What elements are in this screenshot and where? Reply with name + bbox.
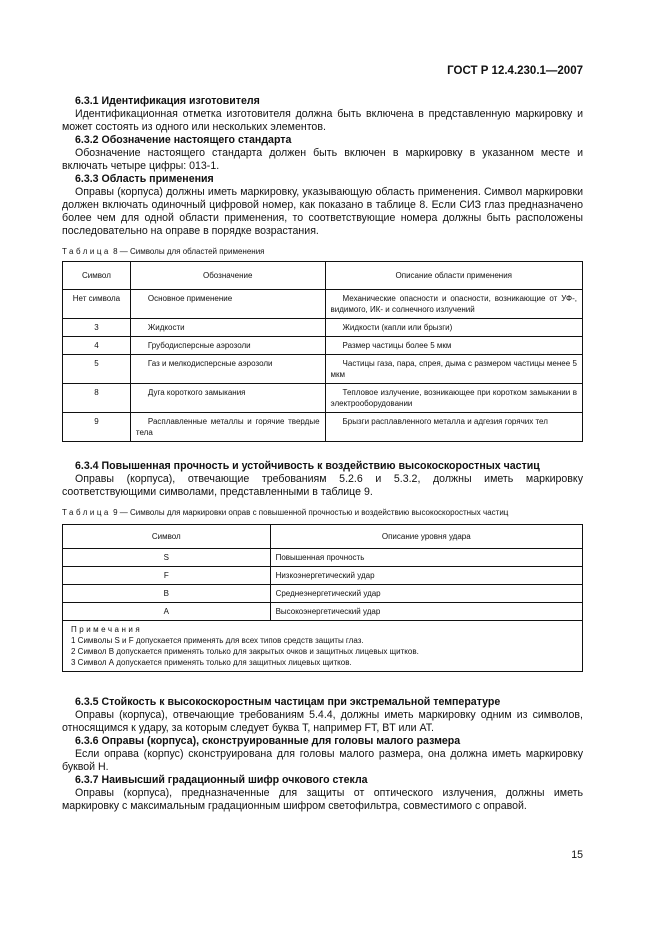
page-body [62,0,583,902]
section-text: Идентификационная отметка изготовителя должна быть включена в представленную маркировку и может состоять из одного или нескольких элементов. [62,108,583,133]
section-title: 6.3.2 Обозначение настоящего стандарта [75,134,292,146]
note: 3 Символ А допускается применять только для защитных лицевых щитков. [71,658,352,667]
table-row: 4 Грубодисперсные аэрозоли Размер частицы более 5 мкм [63,337,583,355]
section-title: 6.3.4 Повышенная прочность и устойчивость к воздействию высокоскоростных частиц [75,460,540,472]
section-title: 6.3.1 Идентификация изготовителя [75,95,260,107]
table-row: F Низкоэнергетический удар [63,567,583,585]
note: 1 Символы S и F допускается применять для всех типов средств защиты глаз. [71,636,364,645]
table-row: Нет символа Основное применение Механические опасности и опасности, возникающие от УФ-, видимого, ИК- и солнечного излучений [63,290,583,319]
table-row: 5 Газ и мелкодисперсные аэрозоли Частицы газа, пара, спрея, дыма с размером частицы менее 5 мкм [63,355,583,384]
column-header: Описание уровня удара [270,525,582,549]
section-text: Оправы (корпуса), отвечающие требованиям 5.2.6 и 5.3.2, должны иметь маркировку соответствующими символами, представленными в таблице 9. [62,473,583,498]
section-text: Если оправа (корпус) сконструирована для головы малого размера, она должна иметь маркировку буквой Н. [62,748,583,773]
section-text: Обозначение настоящего стандарта должен быть включен в маркировку в указанном месте и включать четыре цифры: 013-1. [62,147,583,172]
section-title: 6.3.5 Стойкость к высокоскоростным частицам при экстремальной температуре [75,696,501,708]
page-number: 15 [571,849,583,861]
section-title: 6.3.7 Наивысший градационный шифр очкового стекла [75,774,368,786]
table-9 [62,524,583,672]
section-text: Оправы (корпуса), предназначенные для защиты от оптического излучения, должны иметь маркировку с максимальным градационным шифром светофильтра, совместимого с оправой. [62,787,583,812]
section-title: 6.3.6 Оправы (корпуса), сконструированные для головы малого размера [75,735,461,747]
table-row: B Среднеэнергетический удар [63,585,583,603]
section-634 [62,460,583,499]
section-text: Оправы (корпуса) должны иметь маркировку, указывающую область применения. Символ маркировки должен включать одиночный цифровой номер, как показано в таблице 8. Если СИЗ глаз предназначено более чем для одной области применения, то соответствующие номера должны быть расположены последовательно на оправе в порядке возрастания. [62,186,583,237]
table9-caption: Таблица 9 — Символы для маркировки оправ с повышенной прочностью и воздействию высокоскоростных частиц [62,508,509,517]
table-row: 3 Жидкости Жидкости (капли или брызги) [63,319,583,337]
table9-notes: Примечания 1 Символы S и F допускается применять для всех типов средств защиты глаз. 2 Символ В допускается применять только для закрытых очков и защитных лицевых щитков. 3 Символ А допускается применять только для защитных лицевых щитков. [62,621,583,672]
table-row: S Повышенная прочность [63,549,583,567]
section-text: Оправы (корпуса), отвечающие требованиям 5.4.4, должны иметь маркировку одним из символов, относящимся к удару, за которым следует буква Т, например FT, BT или AT. [62,709,583,734]
note: 2 Символ В допускается применять только для закрытых очков и защитных лицевых щитков. [71,647,419,656]
table-8 [62,261,583,442]
sections-635-637 [62,696,583,813]
table-row: 8 Дуга короткого замыкания Тепловое излучение, возникающее при коротком замыкании в электрооборудовании [63,384,583,413]
document-header: ГОСТ Р 12.4.230.1—2007 [447,65,583,77]
column-header: Описание области применения [325,262,582,290]
section-title: 6.3.3 Область применения [75,173,214,185]
column-header: Символ [63,525,271,549]
column-header: Символ [63,262,131,290]
sections-631-633 [62,95,583,238]
column-header: Обозначение [130,262,325,290]
table8-caption: Таблица 8 — Символы для областей применения [62,247,265,256]
table-row: 9 Расплавленные металлы и горячие твердые тела Брызги расплавленного металла и адгезия горячих тел [63,413,583,442]
table-row: A Высокоэнергетический удар [63,603,583,621]
